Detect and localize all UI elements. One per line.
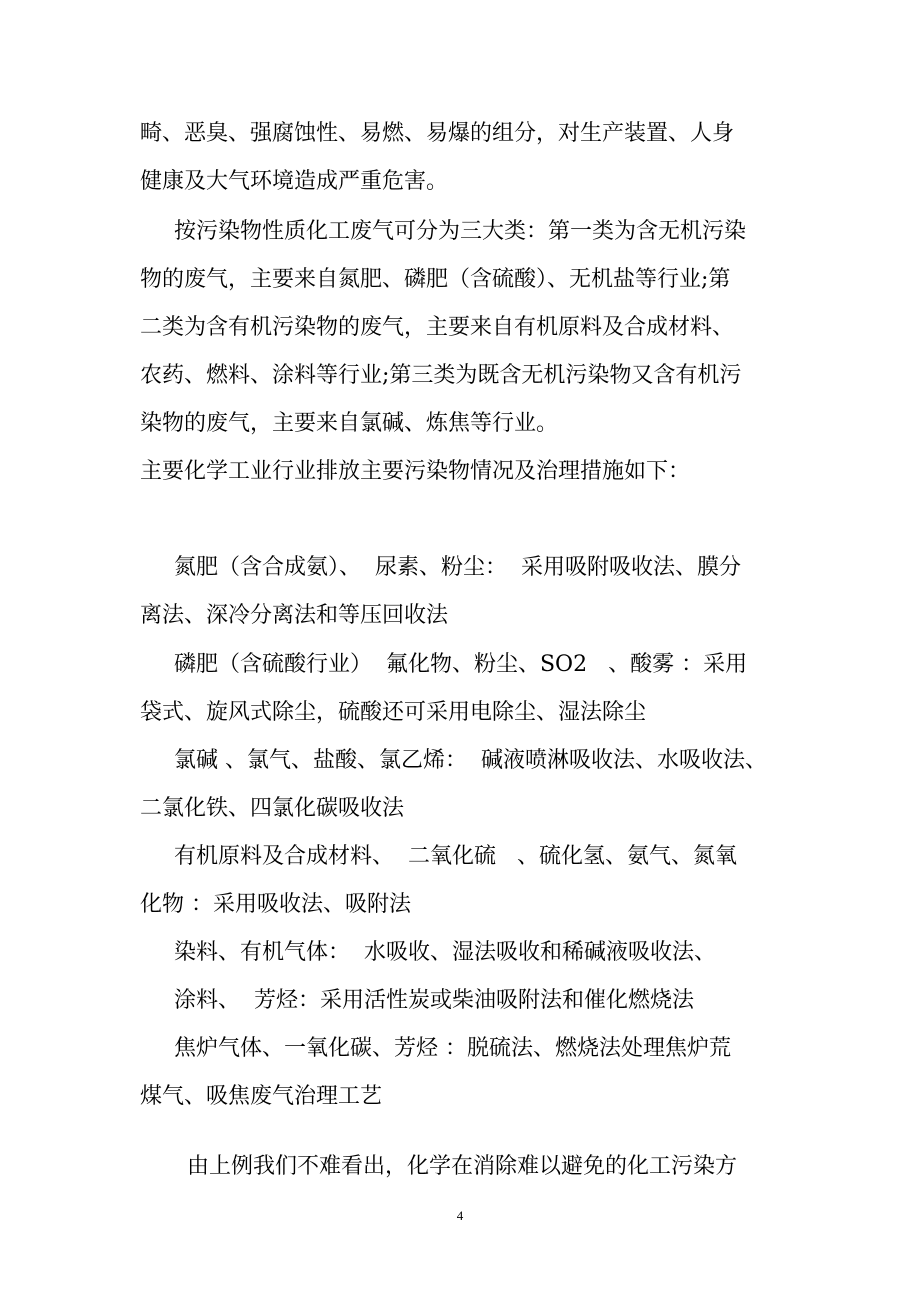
list-item-line: 袋式、旋风式除尘，硫酸还可采用电除尘、湿法除尘: [140, 700, 647, 725]
paragraph-line: 按污染物性质化工废气可分为三大类：第一类为含无机污染: [174, 219, 747, 244]
paragraph-line: 染物的废气，主要来自氯碱、炼焦等行业。: [140, 411, 559, 436]
list-item-line: 磷肥（含硫酸行业） 氟化物、粉尘、SO2 、酸雾 ：采用: [174, 652, 748, 677]
list-item-line: 二氯化铁、四氯化碳吸收法: [140, 796, 405, 821]
paragraph-line: 农药、燃料、涂料等行业;第三类为既含无机污染物又含有机污: [140, 363, 742, 388]
paragraph-line: 畸、恶臭、强腐蚀性、易燃、易爆的组分，对生产装置、人身: [140, 121, 735, 146]
list-item-line: 煤气、吸焦废气治理工艺: [140, 1084, 383, 1109]
list-item-line: 涂料、 芳烃：采用活性炭或柴油吸附法和催化燃烧法: [174, 988, 694, 1013]
paragraph-line: 健康及大气环境造成严重危害。: [140, 169, 449, 194]
list-item-line: 焦炉气体、一氧化碳、芳烃 ：脱硫法、燃烧法处理焦炉荒: [174, 1036, 731, 1061]
list-item-line: 化物 ：采用吸收法、吸附法: [140, 892, 411, 917]
list-item-line: 氯碱 、氯气、盐酸、氯乙烯： 碱液喷淋吸收法、水吸收法、: [174, 748, 767, 773]
paragraph-line: 二类为含有机污染物的废气，主要来自有机原料及合成材料、: [140, 315, 735, 340]
page-number: 4: [456, 1208, 464, 1223]
section-heading: 主要化学工业行业排放主要污染物情况及治理措施如下：: [140, 459, 691, 484]
list-item-line: 氮肥（含合成氨）、 尿素、粉尘： 采用吸附吸收法、膜分: [174, 555, 741, 580]
paragraph-line: 由上例我们不难看出，化学在消除难以避免的化工污染方: [187, 1154, 738, 1179]
list-item-line: 有机原料及合成材料、 二氧化硫 、硫化氢、氨气、氮氧: [174, 844, 737, 869]
list-item-line: 离法、深冷分离法和等压回收法: [140, 603, 449, 628]
list-item-line: 染料、有机气体： 水吸收、湿法吸收和稀碱液吸收法、: [174, 940, 716, 965]
paragraph-line: 物的废气，主要来自氮肥、磷肥（含硫酸）、无机盐等行业;第: [140, 267, 731, 292]
